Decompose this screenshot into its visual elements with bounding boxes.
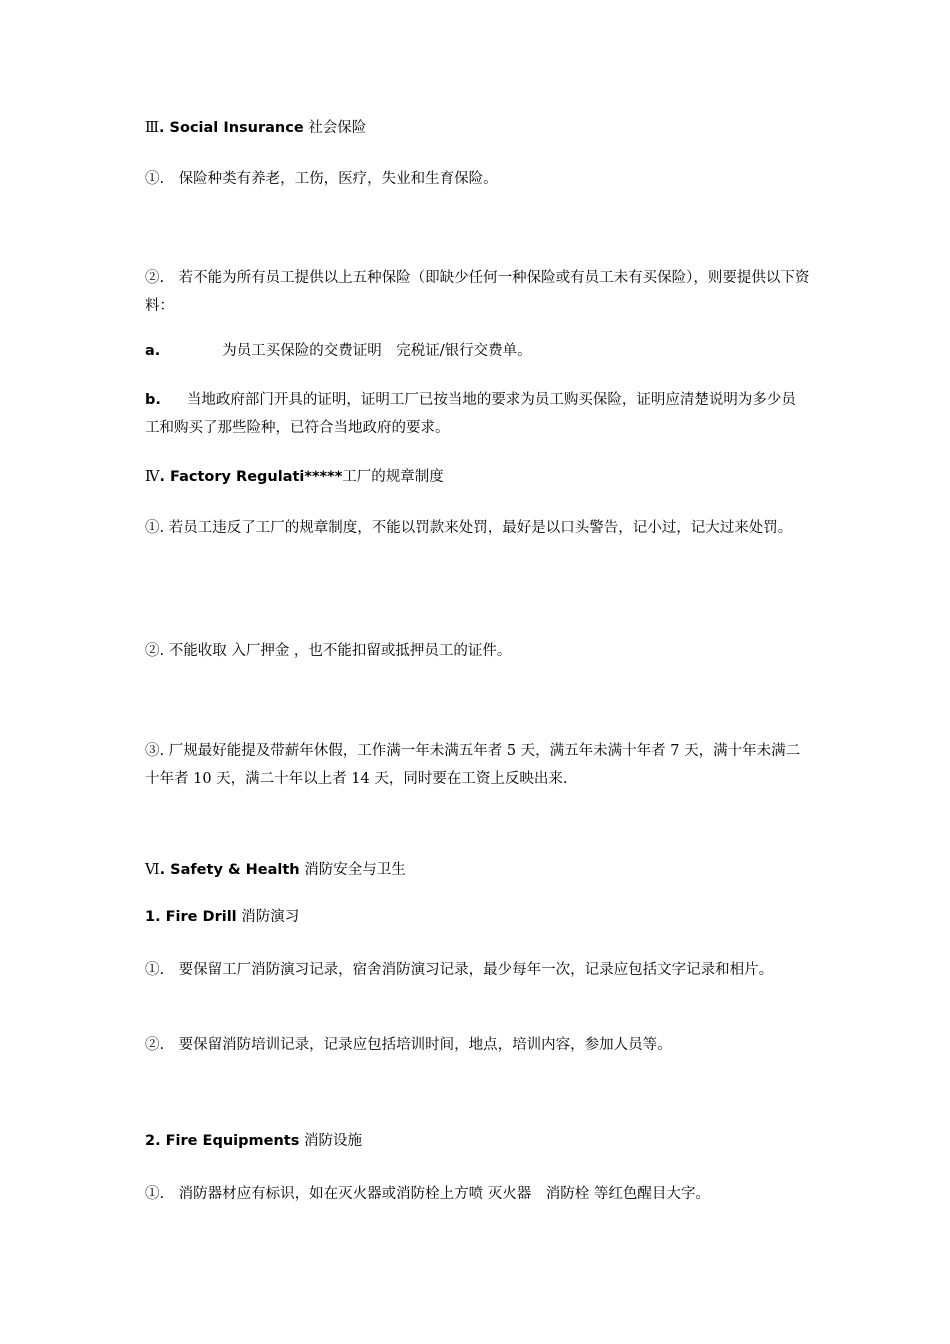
paragraph: ②. 若不能为所有员工提供以上五种保险（即缺少任何一种保险或有员工未有买保险），则要提供以下资料： (145, 270, 810, 314)
list-item (145, 386, 810, 442)
section-numeral: Ⅲ (145, 120, 159, 136)
section-title-en: . Factory Regulati***** (159, 469, 343, 485)
section-title-en: . Social Insurance (158, 120, 304, 136)
subsection-heading-fire-equipments (145, 1127, 362, 1155)
section-title-zh: 工厂的规章制度 (342, 469, 444, 485)
section-heading-factory-regulations (145, 463, 444, 491)
list-item-text: 为员工买保险的交费证明 完税证/银行交费单。 (222, 343, 532, 359)
subsection-title-en: 2. Fire Equipments (145, 1133, 300, 1149)
paragraph: ①. 消防器材应有标识，如在灭火器或消防栓上方喷 灭火器 消防栓 等红色醒目大字。 (145, 1186, 710, 1202)
section-title-zh: 消防安全与卫生 (299, 862, 406, 878)
subsection-title-zh: 消防演习 (236, 909, 300, 925)
list-item-label: b. (145, 392, 161, 408)
section-title-zh: 社会保险 (303, 120, 367, 136)
paragraph: ③. 厂规最好能提及带薪年休假，工作满一年未满五年者 5 天，满五年未满十年者 7 天，满十年未满二十年者 10 天，满二十年以上者 14 天，同时要在工资上反映出来. (145, 743, 801, 787)
list-item (145, 337, 532, 365)
section-heading-social-insurance (145, 114, 366, 142)
paragraph: ②. 不能收取 入厂押金 ，也不能扣留或抵押员工的证件。 (145, 643, 512, 659)
paragraph: ①. 若员工违反了工厂的规章制度，不能以罚款来处罚，最好是以口头警告，记小过，记大过来处罚。 (145, 520, 793, 536)
list-item-label: a. (145, 343, 161, 359)
section-numeral: Ⅳ (145, 469, 160, 485)
paragraph: ②. 要保留消防培训记录，记录应包括培训时间，地点，培训内容，参加人员等。 (145, 1037, 672, 1053)
subsection-title-zh: 消防设施 (299, 1133, 362, 1149)
subsection-title-en: 1. Fire Drill (145, 909, 237, 925)
section-heading-safety-health (145, 856, 406, 884)
paragraph: ①. 要保留工厂消防演习记录，宿舍消防演习记录，最少每年一次，记录应包括文字记录和相片。 (145, 962, 774, 978)
list-item-text: 当地政府部门开具的证明，证明工厂已按当地的要求为员工购买保险，证明应清楚说明为多少员工和购买了那些险种，已符合当地政府的要求。 (145, 392, 796, 436)
subsection-heading-fire-drill (145, 903, 299, 931)
paragraph: ①. 保险种类有养老，工伤，医疗，失业和生育保险。 (145, 171, 498, 187)
section-numeral: Ⅵ (145, 862, 160, 878)
section-title-en: . Safety & Health (159, 862, 300, 878)
